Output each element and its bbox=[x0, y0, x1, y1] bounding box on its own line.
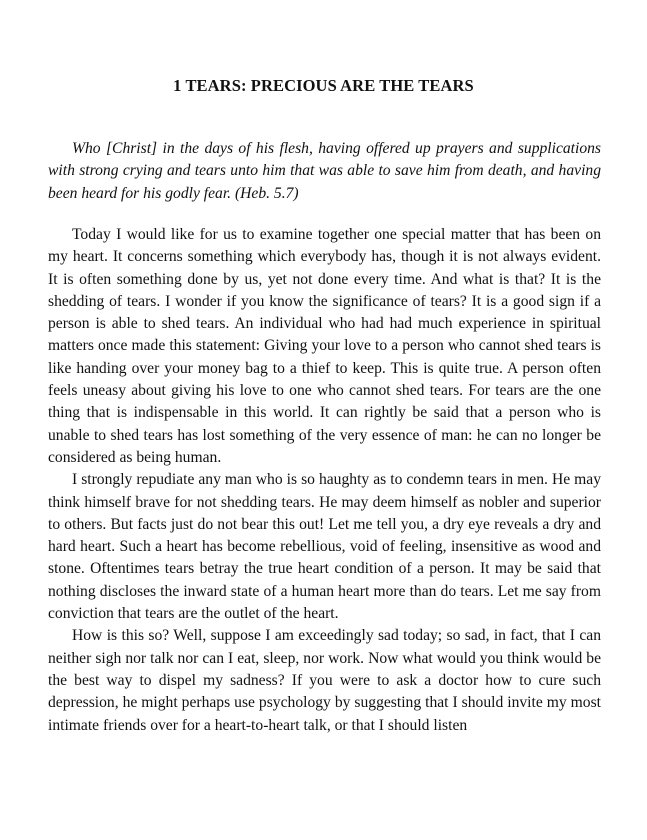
body-paragraph: How is this so? Well, suppose I am exceedingly sad today; so sad, in fact, that I can neither sigh nor talk nor can I eat, sleep, nor work. Now what would you think would be the best way to dispel my sadness? If you were to ask a doctor how to cure such depression, he might perhaps use psychology by suggesting that I should invite my most intimate friends over for a heart-to-heart talk, or that I should listen bbox=[48, 627, 601, 734]
body-paragraph: I strongly repudiate any man who is so haughty as to condemn tears in men. He may think himself brave for not shedding tears. He may deem himself as nobler and superior to others. But facts just do not bear this out! Let me tell you, a dry eye reveals a dry and hard heart. Such a heart has become rebellious, void of feeling, insensitive as wood and stone. Oftentimes tears betray the true heart condition of a person. It may be said that nothing discloses the inward state of a human heart more than do tears. Let me say from conviction that tears are the outlet of the heart. bbox=[48, 471, 601, 623]
body-text bbox=[48, 224, 601, 737]
chapter-title: 1 TEARS: PRECIOUS ARE THE TEARS bbox=[173, 76, 474, 95]
epigraph-quote: Who [Christ] in the days of his flesh, having offered up prayers and supplications with strong crying and tears unto him that was able to save him from death, and having been heard for his godly fear. (Heb. 5.7) bbox=[48, 140, 601, 202]
body-paragraph: Today I would like for us to examine together one special matter that has been on my heart. It concerns something which everybody has, though it is not always evident. It is often something done by us, yet not done every time. And what is that? It is the shedding of tears. I wonder if you know the significance of tears? It is a good sign if a person is able to shed tears. An individual who had had much experience in spiritual matters once made this statement: Giving your love to a person who cannot shed tears is like handing over your money bag to a thief to keep. This is quite true. A person often feels uneasy about giving his love to one who cannot shed tears. For tears are the one thing that is indispensable in this world. It can rightly be said that a person who is unable to shed tears has lost something of the very essence of man: he can no longer be considered as being human. bbox=[48, 226, 601, 466]
